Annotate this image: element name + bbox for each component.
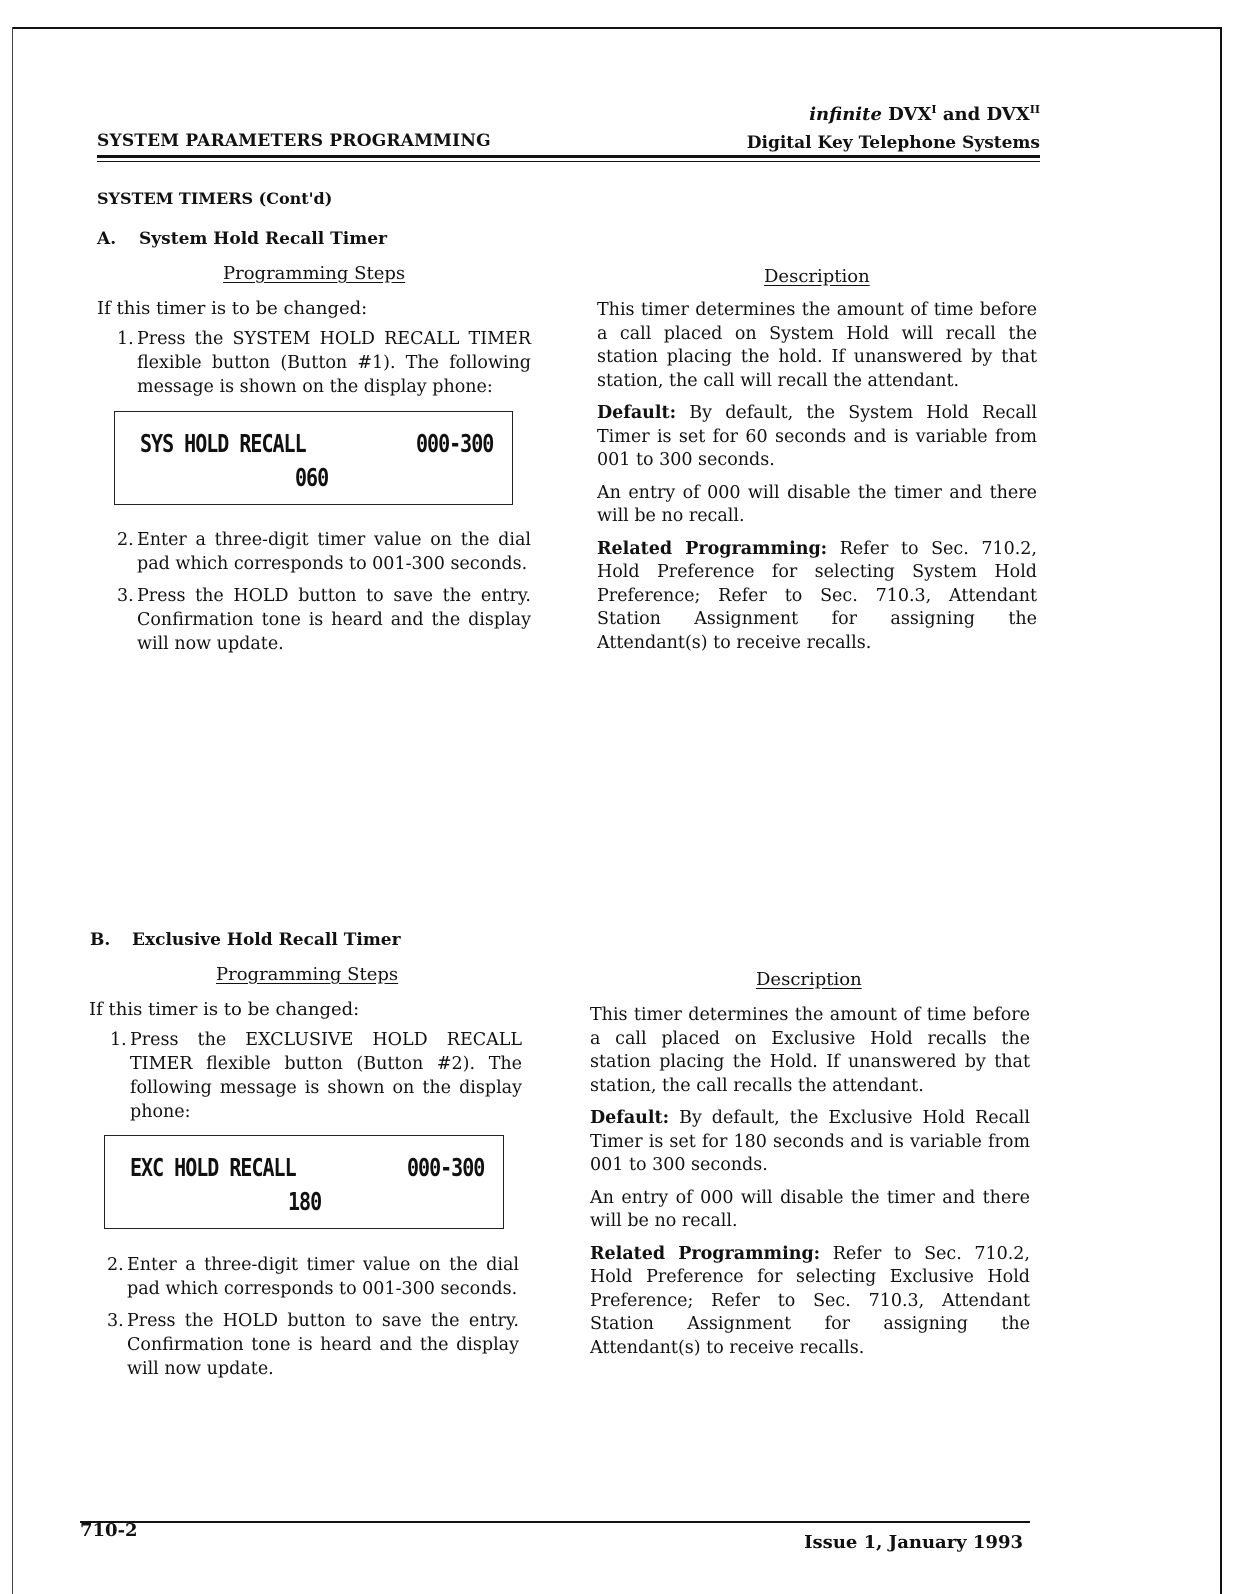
header-brand: infinite bbox=[809, 104, 882, 125]
header-rule-thin bbox=[97, 161, 1040, 162]
display-label: EXC HOLD RECALL bbox=[130, 1152, 296, 1182]
footer-rule bbox=[80, 1521, 1030, 1523]
display-value: 060 bbox=[295, 462, 329, 492]
header-rule bbox=[97, 155, 1040, 158]
issue-date: Issue 1, January 1993 bbox=[804, 1532, 1023, 1553]
list-item: 3. Press the HOLD button to save the entry. Confirmation tone is heard and the display will now update. bbox=[117, 586, 531, 654]
page-frame-left bbox=[12, 27, 13, 1594]
section-b-steps-2 bbox=[107, 1253, 519, 1389]
list-item: 2. Enter a three-digit timer value on the dial pad which corresponds to 001-300 seconds. bbox=[117, 530, 531, 574]
section-a-steps-2 bbox=[117, 528, 531, 664]
display-range: 000-300 bbox=[416, 428, 494, 458]
page-number: 710-2 bbox=[80, 1520, 138, 1541]
section-b-steps-heading: Programming Steps bbox=[216, 964, 399, 985]
header-product-subtitle: Digital Key Telephone Systems bbox=[746, 133, 1040, 153]
section-b-heading: B. Exclusive Hold Recall Timer bbox=[90, 930, 401, 950]
display-value: 180 bbox=[288, 1186, 322, 1216]
section-title: SYSTEM TIMERS (Cont'd) bbox=[97, 189, 333, 208]
section-a-intro: If this timer is to be changed: bbox=[97, 298, 368, 319]
list-item: 2. Enter a three-digit timer value on the dial pad which corresponds to 001-300 seconds. bbox=[107, 1255, 519, 1299]
list-item: 1. Press the SYSTEM HOLD RECALL TIMER flexible button (Button #1). The following message is shown on the display phone: bbox=[117, 329, 531, 397]
section-a-description-heading: Description bbox=[764, 266, 870, 287]
page-frame-right bbox=[1220, 27, 1222, 1594]
section-a-steps-heading: Programming Steps bbox=[223, 263, 406, 284]
header-product-name: infinite $DVX^I$ and $DVX^{II}$ bbox=[809, 103, 1040, 125]
section-b-steps-1 bbox=[110, 1028, 522, 1132]
section-b-description-heading: Description bbox=[756, 969, 862, 990]
section-a-display-screen bbox=[114, 411, 513, 505]
page-frame-top bbox=[12, 27, 1222, 29]
list-item: 3. Press the HOLD button to save the entry. Confirmation tone is heard and the display will now update. bbox=[107, 1311, 519, 1379]
section-b-display-screen bbox=[104, 1135, 504, 1229]
display-label: SYS HOLD RECALL bbox=[140, 428, 306, 458]
section-b-intro: If this timer is to be changed: bbox=[89, 999, 360, 1020]
header-section-title: SYSTEM PARAMETERS PROGRAMMING bbox=[97, 131, 491, 151]
section-a-steps-1 bbox=[117, 327, 531, 407]
list-item: 1. Press the EXCLUSIVE HOLD RECALL TIMER flexible button (Button #2). The following message is shown on the display phone: bbox=[110, 1030, 522, 1122]
display-range: 000-300 bbox=[407, 1152, 485, 1182]
section-a-description: This timer determines the amount of time before a call placed on System Hold will recall the station placing the hold. If unanswered by that station, the call will recall the attendant. Default: By default, the System Hold Recall Timer is set for 60 seconds and is variable from 001 to 300 seconds. An entry of 000 will disable the timer and there will be no recall. Related Programming: Refer to Sec. 710.2, Hold Preference for selecting System Hold Preference; Refer to Sec. 710.3, Attendant Station Assignment for assigning the Attendant(s) to receive recalls. bbox=[597, 300, 1037, 653]
section-a-heading: A. System Hold Recall Timer bbox=[97, 229, 387, 249]
section-b-description: This timer determines the amount of time before a call placed on Exclusive Hold recalls the station placing the Hold. If unanswered by that station, the call recalls the attendant. Default: By default, the Exclusive Hold Recall Timer is set for 180 seconds and is variable from 001 to 300 seconds. An entry of 000 will disable the timer and there will be no recall. Related Programming: Refer to Sec. 710.2, Hold Preference for selecting Exclusive Hold Preference; Refer to Sec. 710.3, Attendant Station Assignment for assigning the Attendant(s) to receive recalls. bbox=[590, 1005, 1030, 1358]
